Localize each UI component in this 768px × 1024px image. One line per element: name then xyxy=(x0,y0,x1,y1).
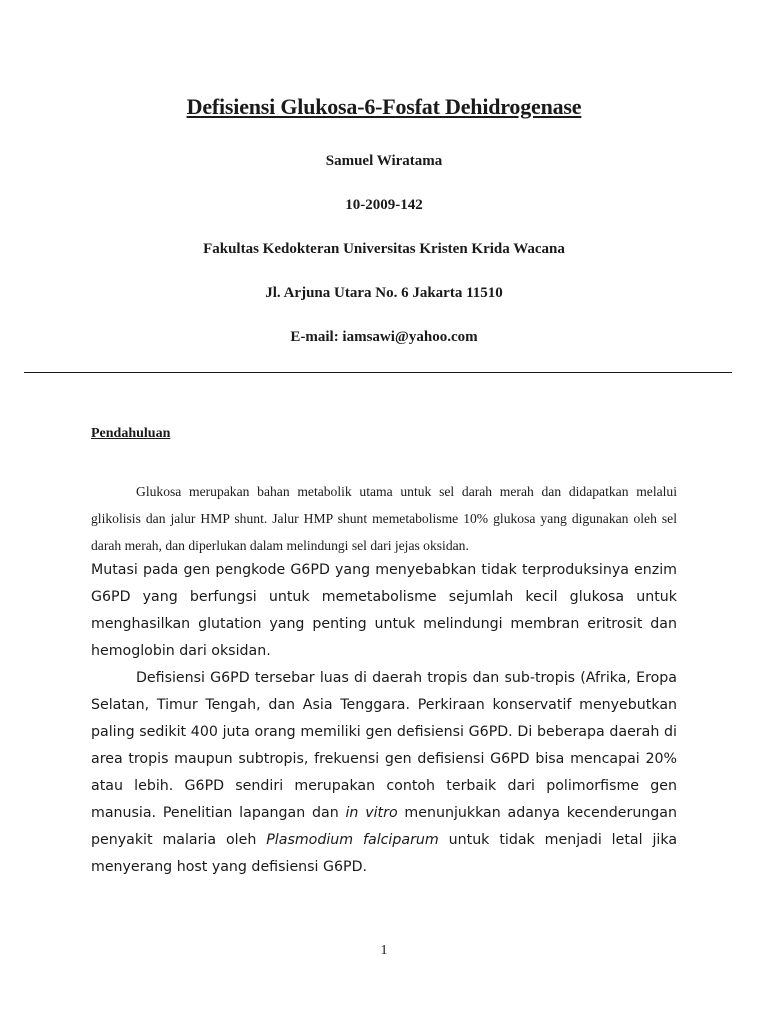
paragraph-2-italic-plasmodium: Plasmodium falciparum xyxy=(266,832,439,848)
paragraph-1-serif: Glukosa merupakan bahan metabolik utama untuk sel darah merah dan didapatkan melalui glikolisis dan jalur HMP shunt. Jalur HMP shunt memetabolisme 10% glukosa yang digunakan oleh sel darah merah, dan diperlukan dalam melindungi sel dari jejas oksidan. xyxy=(91,484,677,553)
section-heading: Pendahuluan xyxy=(91,426,171,441)
paragraph-2-text-b: menunjukkan adanya kecenderungan penyakit malaria oleh xyxy=(91,805,677,848)
paragraph-2-text-a: Defisiensi G6PD tersebar luas di daerah tropis dan sub-tropis (Afrika, Eropa Selatan, Timur Tengah, dan Asia Tenggara. Perkiraan konservatif menyebutkan paling sedikit 400 juta orang memiliki gen defisiensi G6PD. Di beberapa daerah di area tropis maupun subtropis, frekuensi gen defisiensi G6PD bisa mencapai 20% atau lebih. G6PD sendiri merupakan contoh terbaik dari polimorfisme gen manusia. Penelitian lapangan dan xyxy=(91,670,677,821)
address: Jl. Arjuna Utara No. 6 Jakarta 11510 xyxy=(265,285,503,301)
email: E-mail: iamsawi@yahoo.com xyxy=(290,329,478,345)
student-id: 10-2009-142 xyxy=(345,197,423,213)
author-name: Samuel Wiratama xyxy=(325,153,443,169)
document-title: Defisiensi Glukosa-6-Fosfat Dehidrogenase xyxy=(186,94,582,119)
faculty-name: Fakultas Kedokteran Universitas Kristen Krida Wacana xyxy=(203,241,565,257)
paragraph-1-continuation: Mutasi pada gen pengkode G6PD yang menyebabkan tidak terproduksinya enzim G6PD yang berfungsi untuk memetabolisme sejumlah kecil glukosa untuk menghasilkan glutation yang penting untuk melindungi membran eritrosit dan hemoglobin dari oksidan. xyxy=(91,562,677,659)
paragraph-2-text-c: untuk tidak menjadi letal jika menyerang host yang defisiensi G6PD. xyxy=(91,832,678,875)
page-number: 1 xyxy=(380,943,388,958)
paragraph-2 xyxy=(91,665,677,881)
header-divider xyxy=(24,372,732,373)
paragraph-2-italic-in-vitro: in vitro xyxy=(345,805,398,821)
